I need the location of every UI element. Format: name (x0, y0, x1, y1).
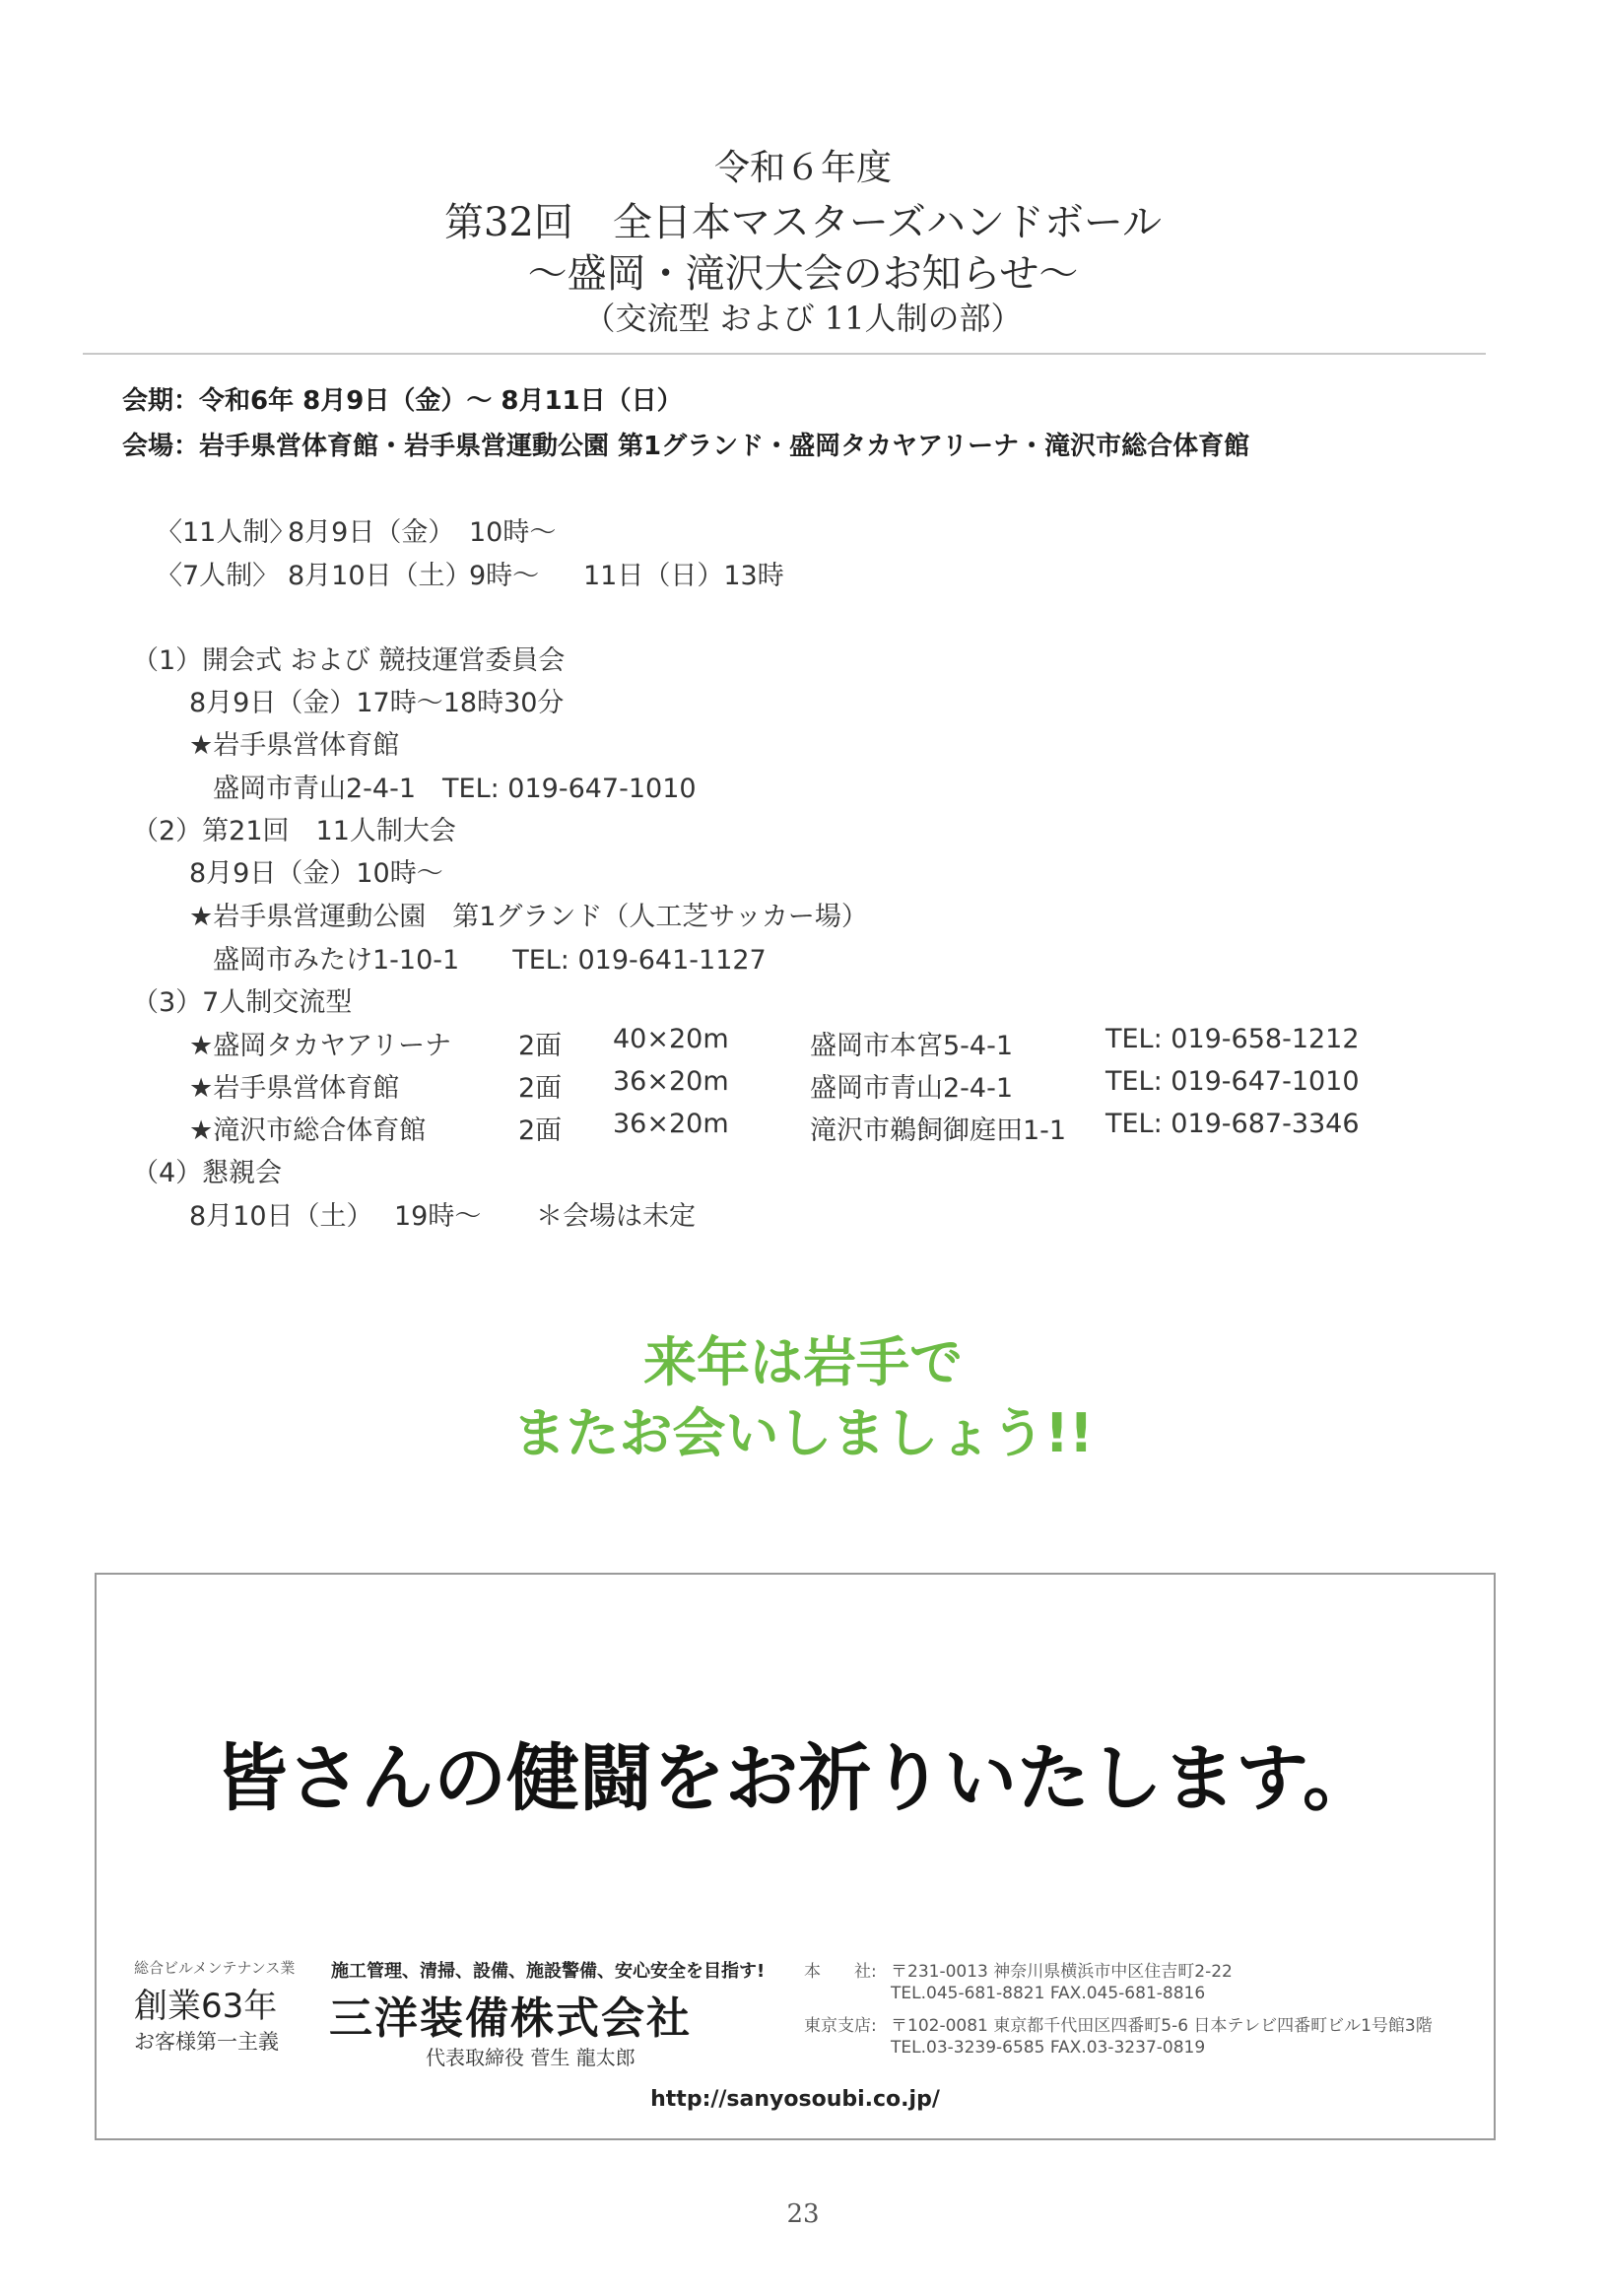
section-4-date: 8月10日（土） (189, 1201, 373, 1232)
schedule-7-extra: 11日（日）13時 (583, 561, 784, 591)
ad-ceo: 代表取締役 菅生 龍太郎 (426, 2046, 636, 2069)
venue-row-size: 40×20m (613, 1024, 729, 1054)
header-divider (83, 353, 1486, 355)
venue-row-address: 滝沢市鵜飼御庭田1-1 (810, 1115, 1067, 1146)
venue-row-address: 盛岡市本宮5-4-1 (810, 1031, 1014, 1061)
venue-row-size: 36×20m (613, 1109, 729, 1139)
section-3-title: （3）7人制交流型 (132, 987, 353, 1018)
venue-row-tel: TEL: 019-687-3346 (1105, 1109, 1360, 1139)
ad-slogan: 皆さんの健闘をお祈りいたします。 (214, 1736, 1376, 1821)
section-1-address: 盛岡市青山2-4-1 TEL: 019-647-1010 (213, 774, 697, 804)
ad-website-link[interactable]: http://sanyosoubi.co.jp/ (650, 2087, 940, 2112)
venue-row-courts: 2面 (518, 1073, 563, 1104)
title-year: 令和６年度 (713, 148, 892, 188)
venue-row-courts: 2面 (518, 1031, 563, 1061)
ad-tagline: 施工管理、清掃、設備、施設警備、安心安全を目指す! (331, 1961, 766, 1982)
schedule-11-date: 8月9日（金） (288, 517, 455, 548)
section-1-title: （1）開会式 および 競技運営委員会 (132, 645, 566, 676)
ad-hq-address: 〒231-0013 神奈川県横浜市中区住吉町2-22 (891, 1962, 1233, 1982)
venue-row-name: ★滝沢市総合体育館 (189, 1115, 427, 1146)
venue-row-tel: TEL: 019-647-1010 (1105, 1066, 1360, 1097)
ad-founded: 創業63年 (134, 1987, 278, 2026)
title-event: 第32回 全日本マスターズハンドボール (443, 200, 1163, 245)
ad-industry: 総合ビルメンテナンス業 (134, 1959, 296, 1977)
section-1-date: 8月9日（金）17時〜18時30分 (189, 688, 565, 718)
advertisement (95, 1573, 1496, 2140)
venue-row-address: 盛岡市青山2-4-1 (810, 1073, 1014, 1104)
ad-tokyo-tel: TEL.03-3239-6585 FAX.03-3237-0819 (891, 2038, 1206, 2058)
ad-tokyo-label: 東京支店: (804, 2016, 877, 2036)
section-2-place: ★岩手県営運動公園 第1グランド（人工芝サッカー場） (189, 902, 868, 932)
schedule-11-label: 〈11人制〉 (156, 517, 297, 548)
title-notice: 〜盛岡・滝沢大会のお知らせ〜 (527, 251, 1079, 297)
schedule-7-label: 〈7人制〉 (156, 561, 280, 591)
ad-hq-label: 本 社: (804, 1962, 877, 1982)
venue-row-tel: TEL: 019-658-1212 (1105, 1024, 1360, 1054)
section-4-title: （4）懇親会 (132, 1158, 283, 1188)
closing-line-2: またお会いしましょう!! (512, 1402, 1094, 1464)
schedule-7-time: 9時〜 (469, 561, 540, 591)
venue-row-size: 36×20m (613, 1066, 729, 1097)
ad-hq-tel: TEL.045-681-8821 FAX.045-681-8816 (891, 1984, 1206, 2003)
section-2-title: （2）第21回 11人制大会 (132, 816, 456, 846)
ad-motto: お客様第一主義 (134, 2030, 279, 2054)
schedule-11-time: 10時〜 (469, 517, 557, 548)
section-4-note: ＊会場は未定 (536, 1201, 696, 1232)
page-number: 23 (786, 2199, 820, 2229)
event-period: 会期：令和6年 8月9日（金）〜 8月11日（日） (122, 386, 683, 416)
schedule-7-date: 8月10日（土） (288, 561, 472, 591)
section-2-date: 8月9日（金）10時〜 (189, 858, 443, 889)
venue-row-courts: 2面 (518, 1115, 563, 1146)
section-4-time: 19時〜 (394, 1201, 482, 1232)
section-1-place: ★岩手県営体育館 (189, 730, 400, 761)
venue-row-name: ★盛岡タカヤアリーナ (189, 1031, 452, 1061)
ad-tokyo-address: 〒102-0081 東京都千代田区四番町5-6 日本テレビ四番町ビル1号館3階 (891, 2016, 1433, 2036)
title-division: （交流型 および 11人制の部） (583, 300, 1023, 337)
venue-row-name: ★岩手県営体育館 (189, 1073, 400, 1104)
event-venue: 会場：岩手県営体育館・岩手県営運動公園 第1グランド・盛岡タカヤアリーナ・滝沢市総合体育館 (122, 432, 1250, 461)
closing-line-1: 来年は岩手で (643, 1331, 963, 1393)
ad-company-name: 三洋装備株式会社 (329, 1993, 692, 2044)
section-2-address: 盛岡市みたけ1-10-1 TEL: 019-641-1127 (213, 945, 767, 976)
